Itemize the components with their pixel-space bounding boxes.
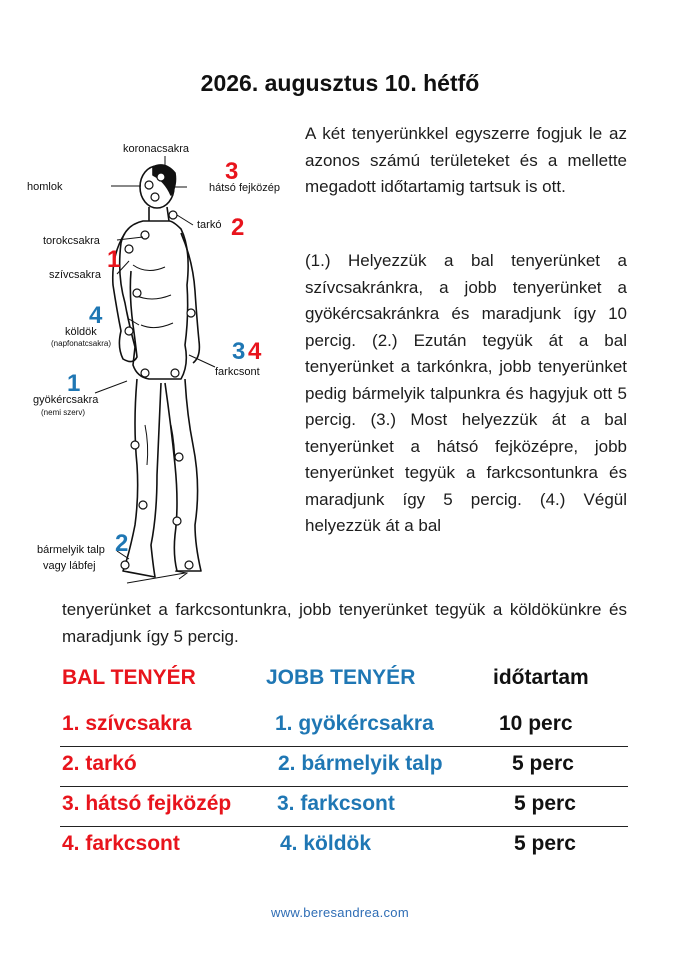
table-row bbox=[60, 826, 628, 866]
label-koronacsakra: koronacsakra bbox=[123, 143, 190, 155]
label-talp-2: vagy lábfej bbox=[43, 560, 96, 572]
label-homlok: homlok bbox=[27, 181, 63, 193]
cell-jobb: 3. farkcsont bbox=[277, 792, 395, 815]
header-jobb-tenyer: JOBB TENYÉR bbox=[266, 666, 416, 689]
cell-bal: 3. hátsó fejközép bbox=[62, 792, 232, 815]
number-koldok: 4 bbox=[89, 302, 103, 329]
cell-jobb: 1. gyökércsakra bbox=[275, 712, 434, 735]
table-row bbox=[60, 746, 628, 787]
label-farkcsont: farkcsont bbox=[215, 366, 260, 378]
cell-ido: 5 perc bbox=[514, 792, 576, 815]
number-hatso-fejkozep: 3 bbox=[225, 158, 239, 185]
cell-bal: 4. farkcsont bbox=[62, 832, 180, 855]
body-silhouette bbox=[113, 165, 201, 577]
intro-paragraph: A két tenyerünkkel egyszerre fogjuk le az azonos számú területeket és a mellette megadott időtartamig tartsuk is ott. bbox=[305, 124, 627, 196]
instructions-paragraph-cont: tenyerünket a farkcsontunkra, jobb tenyerünket tegyük a köldökünkre és maradjunk így 5 percig. bbox=[62, 600, 627, 646]
table-row bbox=[60, 706, 628, 747]
label-talp-1: bármelyik talp bbox=[37, 544, 105, 556]
number-gyokercsakra: 1 bbox=[67, 370, 81, 397]
label-gyokercsakra: gyökércsakra bbox=[33, 394, 99, 406]
cell-jobb: 4. köldök bbox=[280, 832, 372, 855]
cell-ido: 5 perc bbox=[512, 752, 574, 775]
label-koldok: köldök bbox=[65, 326, 97, 338]
header-idotartam: időtartam bbox=[493, 666, 589, 689]
label-tarko: tarkó bbox=[197, 219, 222, 231]
number-farkcsont-4: 4 bbox=[248, 338, 262, 365]
header-bal-tenyer: BAL TENYÉR bbox=[62, 666, 196, 689]
label-torokcsakra: torokcsakra bbox=[43, 235, 100, 247]
page-title: 2026. augusztus 10. hétfő bbox=[200, 70, 480, 96]
label-szivcsakra: szívcsakra bbox=[49, 269, 101, 281]
number-szivcsakra: 1 bbox=[107, 246, 121, 273]
footer-website-link[interactable]: www.beresandrea.com bbox=[271, 905, 409, 920]
table-row bbox=[60, 786, 628, 827]
number-farkcsont-3: 3 bbox=[232, 338, 246, 365]
cell-bal: 1. szívcsakra bbox=[62, 712, 192, 735]
label-koldok-sub: (napfonatcsakra) bbox=[51, 339, 112, 348]
cell-bal: 2. tarkó bbox=[62, 752, 137, 775]
cell-ido: 5 perc bbox=[514, 832, 576, 855]
body-figure bbox=[25, 125, 305, 595]
number-talp: 2 bbox=[115, 530, 129, 557]
cell-ido: 10 perc bbox=[499, 712, 573, 735]
cell-jobb: 2. bármelyik talp bbox=[278, 752, 443, 775]
label-hatso-fejkozep: hátsó fejközép bbox=[209, 182, 280, 194]
label-gyokercsakra-sub: (nemi szerv) bbox=[41, 408, 86, 417]
number-tarko: 2 bbox=[231, 214, 245, 241]
instructions-paragraph: (1.) Helyezzük a bal tenyerünket a szívcsakránkra, a jobb tenyerünket a gyökércsakránkra és maradjunk így 10 percig. (2.) Ezután tegyük át a bal tenyerünket a tarkónkra, jobb tenyerünket pedig bármelyik talpunkra és hagyjuk ott 5 percig. (3.) Most helyezzük át a bal tenyerünket a hátsó fejközépre, jobb tenyerünket tegyük a farkcsontunkra és maradjunk így 5 percig. (4.) Végül helyezzük át a bal bbox=[305, 251, 627, 535]
